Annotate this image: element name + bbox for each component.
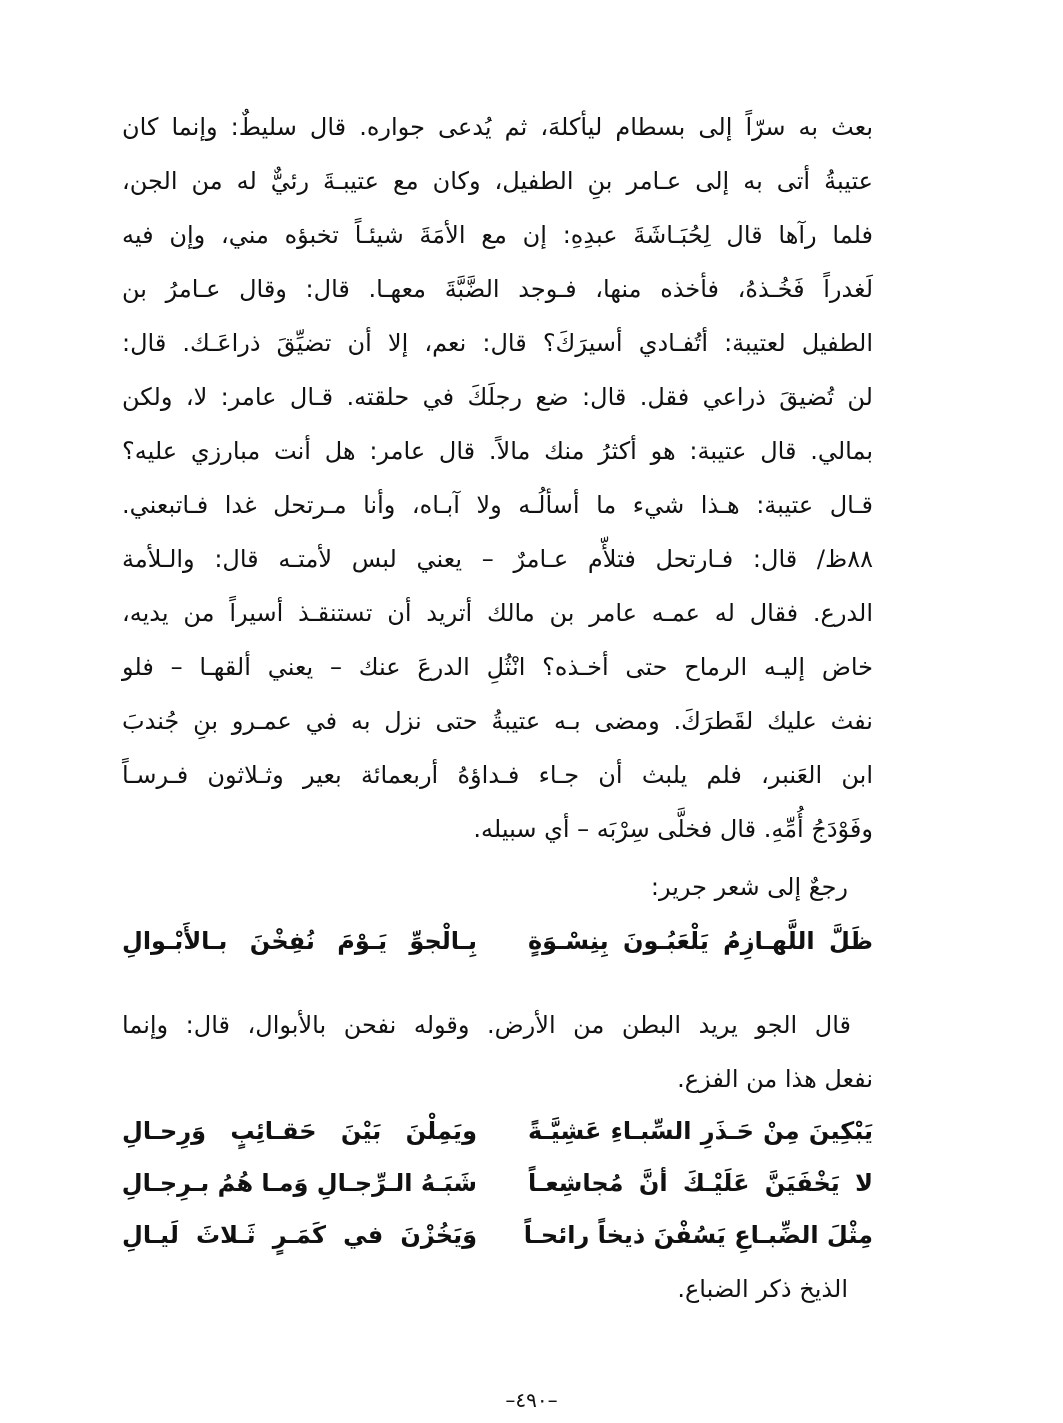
text-line: نفث عليك لقَطرَكَ. ومضى بـه عتيبةُ حتى نزل به في عمـرو بنِ جُندبَ	[122, 707, 873, 735]
text-line: فلما رآها قال لِحُبَـاشَةَ عبدِهِ: إن مع الأمَةَ شيئـاً تخبؤه مني، وإن فيه	[122, 221, 873, 249]
verse-line	[122, 1208, 873, 1262]
main-paragraph	[122, 100, 873, 856]
text-line: خاض إليـه الرماح حتى أخـذه؟ انْثُلِ الدرعَ عنك – يعني ألقهـا – فلو	[122, 653, 873, 681]
text-line: قال الجو يريد البطن من الأرض. وقوله نفحن بالأبوال، قال: وإنما	[122, 1011, 851, 1039]
verse-line	[122, 914, 873, 968]
verse-second-hemistich: وَيَخُزْنَ في كَمَـرٍ ثَـلاثَ لَيـالِ	[122, 1221, 477, 1249]
text-line: بعث به سرّاً إلى بسطام ليأكلهَ، ثم يُدعى جواره. قال سليطٌ: وإنما كان	[122, 113, 873, 141]
verse-second-hemistich: بِـالْجوِّ يَـوْمَ نُفِخْنَ بـالأَبْـوالِ	[122, 927, 477, 955]
text-line: الطفيل لعتيبة: أتُفـادي أسيرَكَ؟ قال: نعم، إلا أن تضيِّقَ ذراعَـك. قال:	[122, 329, 873, 357]
verse-line	[122, 1104, 873, 1158]
verse-first-hemistich: مِثْلَ الضِّبـاعِ يَسُفْنَ ذيخاً رائحـاً	[523, 1221, 873, 1249]
verse-first-hemistich: ظَلَّ اللَّهـازِمُ يَلْعَبُـونَ بِنِسْـوَةٍ	[528, 927, 873, 955]
text-line: الدرع. فقال له عمـه عامر بن مالك أتريد أن تستنقـذ أسيراً من يديه،	[122, 599, 873, 627]
text-line: قـال عتيبة: هـذا شيء ما أسألُـه ولا آبـاه، وأنا مـرتحل غدا فـاتبعني.	[122, 491, 873, 519]
commentary-paragraph	[122, 998, 873, 1106]
verse-first-hemistich: لا يَخْفَيَنَّ عَلَيْـكَ أنَّ مُجاشِعـاً	[528, 1169, 873, 1197]
text-line: نفعل هذا من الفزع.	[677, 1065, 873, 1093]
poem-intro: رجعٌ إلى شعر جرير:	[650, 873, 848, 901]
text-line: ٨٨ظ/ قال: فـارتحل فتلأّم عـامرٌ – يعني لبس لأمتـه قال: والـلأمة	[122, 545, 873, 573]
text-line: لن تُضيقَ ذراعي فقل. قال: ضع رجلَكَ في حلقته. قـال عامر: لا، ولكن	[122, 383, 873, 411]
verse-second-hemistich: ويَمِلْنَ بَيْنَ حَقـائِبٍ وَرِحـالِ	[122, 1117, 477, 1145]
text-line: ابن العَنبر، فلم يلبث أن جـاء فـداؤهُ أربعمائة بعير وثـلاثون فـرسـاً	[122, 761, 873, 789]
text-line: بمالي. قال عتيبة: هو أكثرُ منك مالاً. قال عامر: هل أنت مبارزي عليه؟	[122, 437, 873, 465]
verse-line	[122, 1156, 873, 1210]
closing-note: الذيخ ذكر الضباع.	[677, 1275, 848, 1303]
text-line: وفَوْدَجُ أُمِّهِ. قال فخلَّى سِرْبَه – أي سبيله.	[473, 815, 873, 843]
page-number: –٤٩٠–	[505, 1388, 558, 1412]
text-line: عتيبةُ أتى به إلى عـامر بنِ الطفيل، وكان مع عتيبـةَ رئيٌّ له من الجن،	[122, 167, 873, 195]
verse-first-hemistich: يَبْكِينَ مِنْ حَـذَرِ السِّبـاءِ عَشِيَّـةً	[528, 1117, 873, 1145]
text-line: لَغدراً فَخُـذهُ، فأخذه منها، فـوجد الضَّبَّةَ معهـا. قال: وقال عـامرُ بن	[122, 275, 873, 303]
verse-second-hemistich: شَبَـهُ الـرِّجـالِ وَمـا هُمُ بـرِجـالِ	[121, 1169, 477, 1197]
